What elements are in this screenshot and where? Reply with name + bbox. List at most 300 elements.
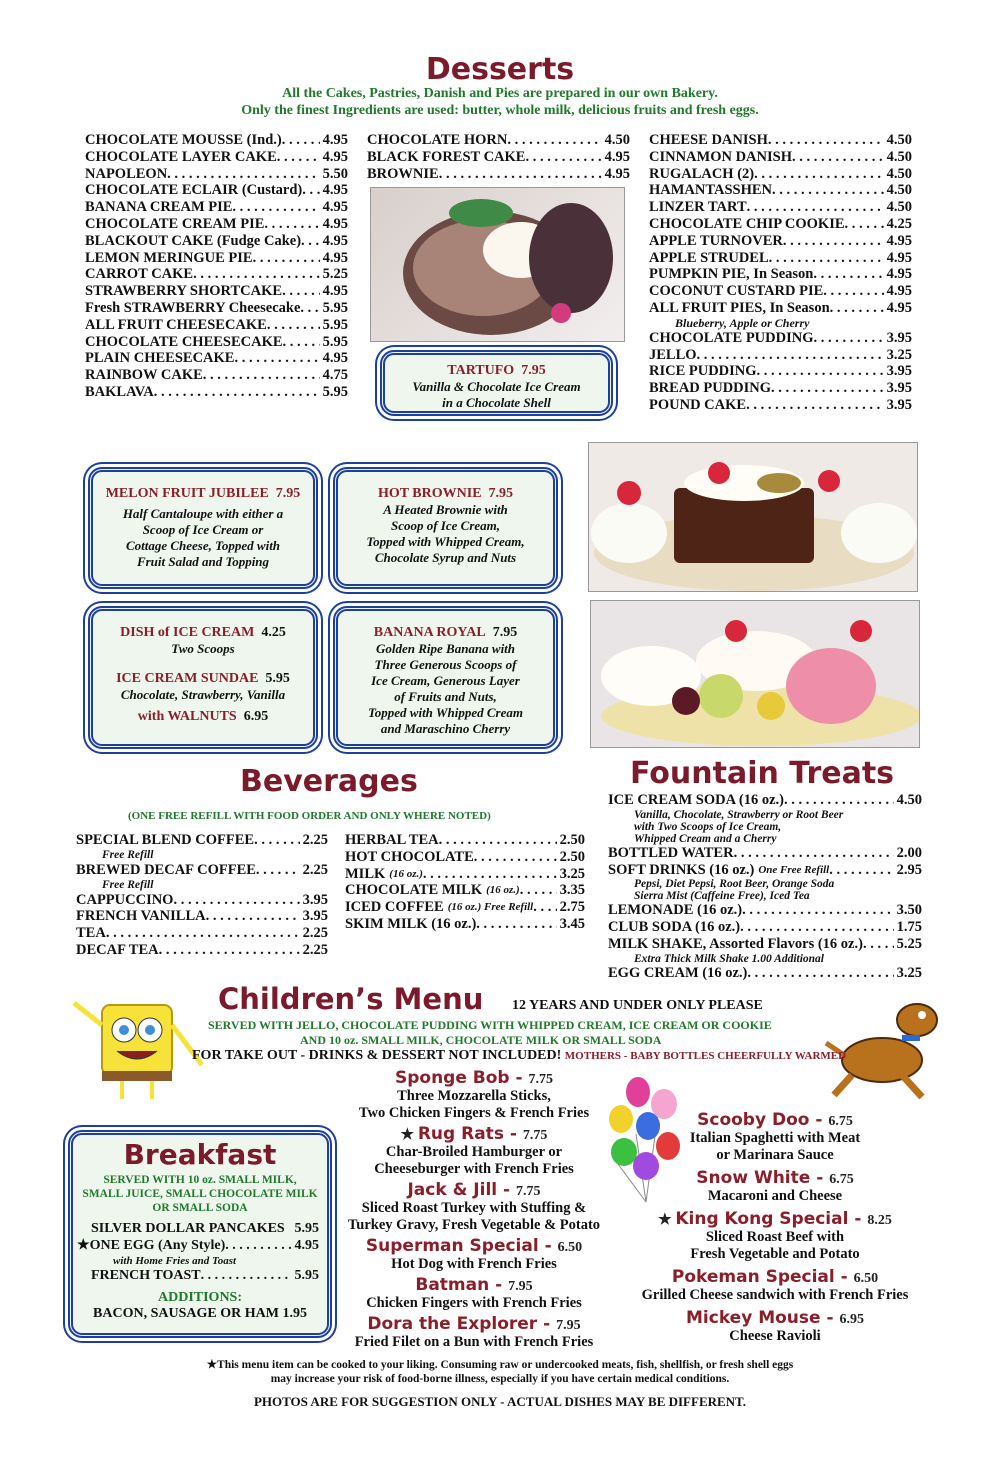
children-title: Children’s Menu: [218, 982, 484, 1016]
menu-row: [345, 916, 585, 933]
menu-row: [608, 902, 922, 919]
item-name: LINZER TART: [649, 199, 747, 216]
kids-item-desc: Fried Filet on a Bun with French Fries: [354, 1334, 594, 1350]
kids-item: Jack & Jill - 7.75 Sliced Roast Turkey with Stuffing & Turkey Gravy, Fresh Vegetable & Potato: [330, 1182, 618, 1234]
spongebob-image: [62, 985, 212, 1105]
kids-item-name: Snow White: [696, 1168, 811, 1188]
item-price: 2.00: [896, 844, 922, 861]
kids-item-price: 7.95: [508, 1279, 533, 1294]
dot-leader: [423, 866, 557, 883]
item-price: 3.95: [886, 380, 912, 397]
item-name: EGG CREAM (16 oz.): [608, 964, 748, 981]
desc-line: and Maraschino Cherry: [380, 721, 511, 736]
dot-leader: [206, 908, 300, 925]
item-note: Extra Thick Milk Shake 1.00 Additional: [634, 952, 824, 965]
kids-item: ★ King Kong Special - 8.25 Sliced Roast Beef with Fresh Vegetable and Potato: [610, 1211, 940, 1263]
mothers-note: MOTHERS - BABY BOTTLES CHEERFULLY WARMED: [564, 1050, 847, 1062]
item-price: 4.50: [886, 132, 912, 148]
walnuts-name: with WALNUTS: [137, 709, 237, 724]
item-name: CHOCOLATE HORN: [367, 132, 508, 148]
kids-item-name: Mickey Mouse: [686, 1308, 821, 1328]
menu-row: [345, 899, 585, 916]
item-price: 2.25: [302, 832, 328, 848]
kids-item: Snow White - 6.75 Macaroni and Cheese: [610, 1170, 940, 1205]
item-price: 3.25: [896, 964, 922, 981]
menu-row: [649, 266, 912, 283]
toast-name: FRENCH TOAST: [91, 1267, 201, 1283]
menu-row: [85, 384, 348, 401]
item-price: 4.50: [896, 792, 922, 808]
item-name: CAPPUCCINO: [76, 891, 174, 908]
dot-leader: [232, 199, 319, 216]
beverages-col-1: [76, 832, 328, 959]
item-price: 4.25: [886, 215, 912, 232]
kids-item-price: 6.50: [557, 1240, 583, 1255]
kids-item-name: Superman Special: [365, 1236, 539, 1256]
item-name: BAKLAVA: [85, 383, 154, 400]
menu-row: [85, 350, 348, 367]
item-name: BREAD PUDDING: [649, 380, 772, 397]
kids-item-price: 7.75: [522, 1128, 548, 1143]
item-price: 4.75: [322, 367, 348, 384]
menu-row: [608, 936, 922, 953]
menu-row: [649, 283, 912, 300]
item-price: 3.25: [559, 865, 585, 882]
kids-item-name: Sponge Bob: [394, 1068, 510, 1088]
item-name: CHOCOLATE CREAM PIE: [85, 215, 265, 232]
pancakes-price: 5.95: [294, 1221, 319, 1236]
menu-row: [608, 792, 922, 809]
dot-leader: [154, 384, 320, 401]
kids-item-name: Dora the Explorer: [367, 1314, 538, 1334]
desserts-col-3: [649, 132, 912, 414]
item-name: BLACK FOREST CAKE: [367, 148, 526, 165]
menu-row: [649, 166, 912, 183]
item-price: 4.50: [886, 148, 912, 165]
item-name: CHOCOLATE CHEESECAKE: [85, 333, 283, 350]
kids-item-desc: Italian Spaghetti with Meat: [689, 1130, 861, 1146]
item-price: 4.95: [886, 249, 912, 266]
dot-leader: [173, 892, 299, 909]
item-name: BLACKOUT CAKE (Fudge Cake): [85, 232, 302, 249]
kids-item-name: Jack & Jill: [407, 1180, 498, 1200]
item-name: HERBAL TEA: [345, 832, 439, 848]
item-name: TEA: [76, 925, 106, 942]
star-icon: ★: [206, 1359, 218, 1371]
menu-row: [649, 380, 912, 397]
tartufo-desc-1: Vanilla & Chocolate Ice Cream: [412, 379, 581, 394]
dot-leader: [757, 363, 884, 380]
kids-item-desc: Turkey Gravy, Fresh Vegetable & Potato: [347, 1217, 601, 1233]
item-note: Free Refill: [102, 848, 154, 861]
item-note: Blueberry, Apple or Cherry: [675, 315, 810, 330]
item-price: 4.50: [886, 199, 912, 216]
dot-leader: [772, 182, 884, 199]
item-name: CARROT CAKE: [85, 266, 194, 283]
item-name: APPLE TURNOVER: [649, 232, 783, 249]
dot-leader: [301, 233, 320, 250]
item-price: 4.95: [322, 232, 348, 249]
item-size: One Free Refill: [758, 863, 830, 876]
item-note: Vanilla, Chocolate, Strawberry or Root Beer: [634, 808, 844, 821]
item-name: HOT CHOCOLATE: [345, 848, 474, 865]
item-name: CHEESE DANISH: [649, 132, 768, 148]
item-name: STRAWBERRY SHORTCAKE: [85, 283, 283, 300]
dot-leader: [507, 132, 601, 149]
desc-line: A Heated Brownie with: [383, 502, 508, 517]
menu-row: [76, 892, 328, 909]
sundae-price: 5.95: [265, 671, 290, 686]
item-name: PUMPKIN PIE, In Season: [649, 266, 814, 283]
item-note: with Two Scoops of Ice Cream,: [634, 820, 782, 833]
disclaimer-1: This menu item can be cooked to your liking. Consuming raw or undercooked meats, fish, shellfish, or fresh shell eggs: [217, 1359, 794, 1371]
item-name: POUND CAKE: [649, 396, 747, 413]
kids-item-desc: Grilled Cheese sandwich with French Fries: [641, 1287, 909, 1303]
menu-row: [345, 849, 585, 866]
item-name: SOFT DRINKS (16 oz.): [608, 861, 755, 878]
children-served-2: AND 10 oz. SMALL MILK, CHOCOLATE MILK OR SMALL SODA: [300, 1033, 662, 1047]
menu-row: [608, 862, 922, 879]
tartufo-price: 7.95: [521, 363, 546, 378]
kids-item-name: Batman: [415, 1275, 490, 1295]
dot-leader: [769, 250, 884, 267]
item-name: CHOCOLATE PUDDING: [649, 329, 814, 346]
item-note: Free Refill: [102, 878, 154, 891]
item-name: CHOCOLATE ECLAIR (Custard): [85, 182, 303, 199]
item-name: CINNAMON DANISH: [649, 148, 792, 165]
banana-royal-box: [333, 606, 558, 749]
bacon-price: 1.95: [282, 1306, 307, 1322]
dot-leader: [829, 862, 893, 879]
item-price: 4.95: [604, 165, 630, 182]
breakfast-served-line: SERVED WITH 10 oz. SMALL MILK,: [103, 1174, 297, 1186]
desserts-title: Desserts: [425, 52, 575, 87]
balloons-image: [596, 1074, 696, 1204]
desc-line: Scoop of Ice Cream or: [142, 522, 264, 537]
dot-leader: [754, 166, 884, 183]
menu-row: [85, 367, 348, 384]
menu-row: [85, 166, 348, 183]
beverages-col-2: [345, 832, 585, 933]
kids-item-desc: or Marinara Sauce: [716, 1147, 834, 1163]
desc-line: Three Generous Scoops of: [374, 657, 517, 672]
desc-line: Chocolate Syrup and Nuts: [374, 550, 517, 565]
egg-price: 4.95: [294, 1237, 319, 1253]
item-name: PLAIN CHEESECAKE: [85, 350, 235, 367]
item-price: 2.50: [559, 832, 585, 848]
menu-row: [85, 182, 348, 199]
item-name: COCONUT CUSTARD PIE: [649, 283, 824, 300]
item-price: 2.25: [302, 925, 328, 942]
kids-item: Superman Special - 6.50 Hot Dog with French Fries: [330, 1238, 618, 1273]
item-price: 4.95: [322, 350, 348, 367]
item-name: MILK SHAKE, Assorted Flavors (16 oz.): [608, 935, 863, 952]
kids-item-price: 6.75: [828, 1114, 853, 1129]
dot-leader: [277, 149, 320, 166]
dot-leader: [697, 347, 884, 364]
tartufo-desc-2: in a Chocolate Shell: [442, 395, 551, 410]
item-name: BANANA CREAM PIE: [85, 199, 233, 216]
kids-item: Scooby Doo - 6.75 Italian Spaghetti with Meat or Marinara Sauce: [610, 1112, 940, 1164]
additions-label: ADDITIONS:: [157, 1290, 242, 1306]
dot-leader: [771, 380, 884, 397]
desc-line: Golden Ripe Banana with: [375, 641, 516, 656]
desserts-tagline-2: Only the finest Ingredients are used: butter, whole milk, delicious fruits and fresh eggs.: [241, 103, 759, 118]
kids-item: Pokeman Special - 6.50 Grilled Cheese sandwich with French Fries: [610, 1269, 940, 1304]
hot-brownie-box: [333, 467, 558, 589]
dot-leader: [267, 317, 320, 334]
item-price: 5.95: [322, 316, 348, 333]
dot-leader: [203, 367, 320, 384]
dot-leader: [474, 849, 557, 866]
item-price: 4.95: [886, 266, 912, 283]
brownie-name: HOT BROWNIE: [377, 486, 482, 501]
toast-price: 5.95: [294, 1267, 319, 1283]
dot-leader: [256, 862, 300, 879]
kids-item-name: Pokeman Special: [671, 1267, 835, 1287]
menu-row: [649, 149, 912, 166]
item-price: 5.95: [322, 383, 348, 400]
item-size: (16 oz.): [389, 867, 423, 880]
dot-leader: [747, 199, 884, 216]
menu-row: [649, 250, 912, 267]
kids-item: ★ Rug Rats - 7.75 Char-Broiled Hamburger or Cheeseburger with French Fries: [330, 1126, 618, 1178]
item-price: 4.95: [604, 148, 630, 165]
brownie-price: 7.95: [488, 486, 514, 501]
item-price: 5.25: [896, 935, 922, 952]
item-price: 2.25: [302, 861, 328, 878]
egg-name: ONE EGG (Any Style): [89, 1237, 226, 1253]
menu-row: [85, 132, 348, 149]
children-age: 12 YEARS AND UNDER ONLY PLEASE: [512, 998, 763, 1013]
tartufo-box: [380, 350, 613, 416]
menu-row: [649, 397, 912, 414]
item-price: 3.50: [896, 902, 922, 919]
desc-line: Topped with Whipped Cream,: [366, 534, 525, 549]
dot-leader: [533, 899, 556, 916]
dot-leader: [747, 965, 893, 982]
children-served-1: SERVED WITH JELLO, CHOCOLATE PUDDING WITH WHIPPED CREAM, ICE CREAM OR COOKIE: [208, 1018, 772, 1032]
item-size: (16 oz.) Free Refill: [447, 901, 534, 914]
item-name: ALL FRUIT PIES, In Season: [649, 299, 830, 316]
kids-item-price: 8.25: [867, 1213, 892, 1228]
dot-leader: [845, 216, 884, 233]
desserts-col-1: [85, 132, 348, 401]
star-icon: ★: [658, 1212, 676, 1228]
dot-leader: [525, 149, 601, 166]
item-price: 5.95: [322, 299, 348, 316]
footer-disclaimer: [0, 1358, 1000, 1386]
photos-note: PHOTOS ARE FOR SUGGESTION ONLY - ACTUAL DISHES MAY BE DIFFERENT.: [253, 1394, 747, 1409]
item-name: CHOCOLATE LAYER CAKE: [85, 148, 277, 165]
dot-leader: [830, 300, 884, 317]
item-price: 4.50: [886, 182, 912, 199]
item-name: Fresh STRAWBERRY Cheesecake: [85, 299, 301, 316]
item-name: SKIM MILK (16 oz.): [345, 915, 477, 932]
walnuts-price: 6.95: [243, 709, 269, 724]
dot-leader: [823, 283, 883, 300]
item-name: RAINBOW CAKE: [85, 367, 203, 384]
kids-item-name: Scooby Doo: [697, 1110, 810, 1130]
menu-row: [85, 300, 348, 317]
dot-leader: [264, 216, 319, 233]
item-price: 4.50: [604, 132, 630, 148]
item-name: RUGALACH (2): [649, 165, 755, 182]
banana-royal-photo: [590, 600, 920, 748]
breakfast-box: Breakfast SERVED WITH 10 oz. SMALL MILK, SMALL JUICE, SMALL CHOCOLATE MILK OR SMALL SODA SILVER DOLLAR PANCAKES 5.95 ★ ONE EGG (Any Style) . . . 4.95 with Home Fries and Toast FRENCH TOAST . . . 5.95 ADDITIONS: BACON, SAUSAGE OR HAM 1.95: [68, 1130, 332, 1338]
item-note: Sierra Mist (Caffeine Free), Iced Tea: [634, 890, 810, 903]
item-price: 3.95: [886, 363, 912, 380]
kids-item-price: 6.75: [829, 1172, 854, 1187]
tartufo-name: TARTUFO: [447, 363, 515, 378]
item-note: Whipped Cream and a Cherry: [634, 832, 777, 845]
banana-price: 7.95: [492, 625, 518, 640]
menu-row: [649, 347, 912, 364]
desc-line: Ice Cream, Generous Layer: [371, 673, 520, 688]
menu-row: [649, 300, 912, 317]
menu-row: [649, 199, 912, 216]
item-name: CHOCOLATE MILK: [345, 882, 483, 899]
dot-leader: [106, 925, 300, 942]
item-price: 1.75: [896, 919, 922, 936]
item-price: 4.95: [322, 283, 348, 300]
menu-row: [85, 334, 348, 351]
desc-line: Half Cantaloupe with either a: [122, 506, 284, 521]
kids-item-desc: Cheese Ravioli: [729, 1328, 821, 1344]
item-price: 4.95: [322, 182, 348, 199]
kids-item-desc: Sliced Roast Turkey with Stuffing &: [361, 1200, 587, 1216]
takeout-note: FOR TAKE OUT - DRINKS & DESSERT NOT INCLUDED!: [192, 1048, 562, 1063]
pancakes-name: SILVER DOLLAR PANCAKES: [91, 1221, 285, 1236]
menu-row: [76, 925, 328, 942]
menu-row: [76, 942, 328, 959]
dot-leader: [742, 902, 894, 919]
menu-row: [85, 216, 348, 233]
kids-item-price: 7.95: [556, 1318, 581, 1333]
dot-leader: [234, 350, 319, 367]
menu-row: [85, 233, 348, 250]
melon-jubilee-box: [88, 467, 318, 589]
dot-leader: [439, 166, 602, 183]
item-price: 3.35: [559, 882, 585, 899]
kids-item-desc: Sliced Roast Beef with: [705, 1229, 845, 1245]
item-name: HAMANTASSHEN: [649, 182, 772, 199]
desserts-col-2: [367, 132, 630, 182]
breakfast-title: Breakfast: [123, 1138, 277, 1171]
kids-item-desc: Fresh Vegetable and Potato: [690, 1246, 860, 1262]
item-price: 3.95: [886, 396, 912, 413]
menu-row: [85, 317, 348, 334]
item-name: BREWED DECAF COFFEE: [76, 861, 256, 878]
item-name: BROWNIE: [367, 165, 439, 182]
item-price: 4.95: [322, 215, 348, 232]
egg-note: with Home Fries and Toast: [113, 1254, 237, 1267]
menu-row: [367, 132, 630, 149]
menu-row: [85, 266, 348, 283]
kids-item: Dora the Explorer - 7.95 Fried Filet on a Bun with French Fries: [330, 1316, 618, 1351]
item-name: BOTTLED WATER: [608, 844, 734, 861]
menu-row: [649, 182, 912, 199]
menu-row: [608, 919, 922, 936]
kids-item-price: 7.75: [516, 1184, 541, 1199]
tartufo-photo: [370, 187, 625, 342]
dot-leader: [784, 792, 894, 809]
dot-leader: [167, 166, 319, 183]
item-name: LEMONADE (16 oz.): [608, 902, 743, 919]
menu-row: [76, 862, 328, 879]
dot-leader: [283, 334, 320, 351]
dot-leader: [282, 132, 320, 149]
fountain-title: Fountain Treats: [630, 756, 895, 791]
menu-row: [345, 832, 585, 849]
sundae-name: ICE CREAM SUNDAE: [116, 671, 259, 686]
item-name: LEMON MERINGUE PIE: [85, 249, 253, 266]
dot-leader: [193, 266, 320, 283]
dot-leader: [792, 149, 884, 166]
menu-row: [345, 882, 585, 899]
item-price: 5.50: [322, 165, 348, 182]
desc-line: Topped with Whipped Cream: [368, 705, 523, 720]
menu-row: [85, 283, 348, 300]
item-price: 3.95: [302, 908, 328, 925]
beverages-title: Beverages: [240, 764, 418, 799]
dot-leader: [740, 919, 894, 936]
kids-item-desc: Hot Dog with French Fries: [391, 1256, 557, 1272]
dot-leader: [768, 132, 884, 149]
item-price: 4.50: [886, 165, 912, 182]
item-price: 3.95: [886, 329, 912, 346]
item-price: 2.95: [896, 861, 922, 878]
menu-row: [85, 199, 348, 216]
desserts-tagline-1: All the Cakes, Pastries, Danish and Pies are prepared in our own Bakery.: [282, 86, 718, 101]
desc-line: Cottage Cheese, Topped with: [125, 538, 281, 553]
sundae-desc: Chocolate, Strawberry, Vanilla: [120, 687, 286, 702]
item-price: 5.25: [322, 266, 348, 283]
item-name: RICE PUDDING: [649, 363, 757, 380]
dot-leader: [476, 916, 556, 933]
item-name: SPECIAL BLEND COFFEE: [76, 832, 255, 848]
item-price: 4.95: [886, 232, 912, 249]
ice-cream-box: [88, 606, 318, 749]
item-name: JELLO: [649, 346, 697, 363]
item-price: 4.95: [322, 132, 348, 148]
item-price: 3.25: [886, 346, 912, 363]
hot-brownie-photo: [588, 442, 918, 592]
desc-line: of Fruits and Nuts,: [394, 689, 497, 704]
item-name: CHOCOLATE MOUSSE (Ind.): [85, 132, 282, 148]
dot-leader: [253, 250, 320, 267]
item-name: ICE CREAM SODA (16 oz.): [608, 792, 785, 808]
dot-leader: [863, 936, 894, 953]
melon-price: 7.95: [275, 486, 301, 501]
menu-row: [76, 908, 328, 925]
item-name: ALL FRUIT CHEESECAKE: [85, 316, 267, 333]
dot-leader: [783, 233, 884, 250]
dot-leader: [746, 397, 884, 414]
bacon-name: BACON, SAUSAGE OR HAM: [93, 1306, 279, 1322]
star-icon: ★: [400, 1127, 418, 1143]
children-takeout: [192, 1048, 846, 1064]
dish-ice-cream-price: 4.25: [261, 625, 286, 640]
item-name: MILK: [345, 865, 386, 882]
item-price: 2.25: [302, 941, 328, 958]
kids-item: Mickey Mouse - 6.95 Cheese Ravioli: [610, 1310, 940, 1345]
menu-row: [608, 845, 922, 862]
item-price: 4.95: [886, 299, 912, 316]
item-price: 3.95: [302, 891, 328, 908]
dot-leader: [813, 266, 883, 283]
menu-row: [85, 250, 348, 267]
